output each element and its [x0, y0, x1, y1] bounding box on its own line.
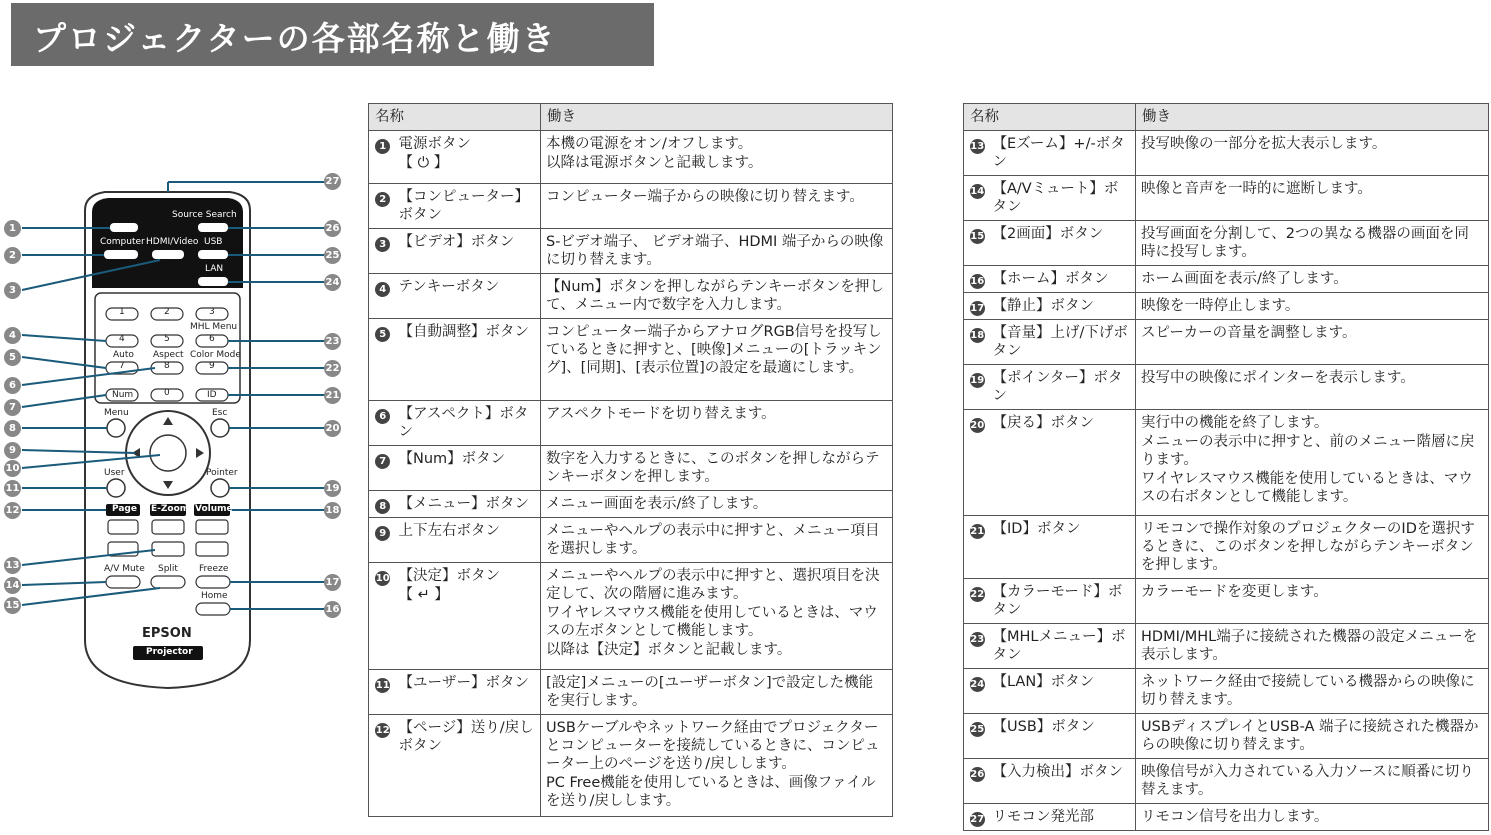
table-row: [964, 365, 1489, 410]
key-3: 3: [209, 307, 215, 317]
row-function: 映像信号が入力されている入力ソースに順番に切り替えます。: [1136, 759, 1489, 804]
esc-label: Esc: [212, 408, 228, 418]
row-number: 21: [970, 526, 985, 537]
table-row: [964, 221, 1489, 266]
usb-label: USB: [204, 237, 223, 247]
row-function-note: PC Free機能を使用しているときは、画像ファイルを送り/戻しします。: [546, 775, 876, 809]
table-row: [964, 714, 1489, 759]
num-label: Num: [112, 390, 134, 400]
table-row: [369, 518, 893, 563]
row-function: 実行中の機能を終了します。: [1141, 415, 1329, 431]
row-function: [設定]メニューの[ユーザーボタン]で設定した機能を実行します。: [541, 670, 893, 715]
remote-control-diagram: [0, 170, 350, 690]
callout-16: 16: [324, 601, 341, 618]
row-number: 10: [375, 573, 390, 584]
callout-10: 10: [4, 460, 21, 477]
row-number: 7: [375, 454, 390, 469]
row-function-note: 以降は【決定】ボタンと記載します。: [546, 642, 792, 658]
callout-8: 8: [4, 420, 21, 437]
key-8: 8: [164, 361, 170, 371]
row-function: HDMI/MHL端子に接続された機器の設定メニューを表示します。: [1136, 624, 1489, 669]
table-row: [369, 401, 893, 446]
row-function: USBケーブルやネットワーク経由でプロジェクターとコンピューターを接続しているときに、コンピューター上のページを送り/戻しします。: [546, 720, 880, 772]
header-name: 名称: [369, 104, 541, 131]
row-name: 【ホーム】ボタン: [991, 266, 1136, 293]
table-row: [964, 804, 1489, 831]
callout-24: 24: [324, 274, 341, 291]
row-name: 【自動調整】ボタン: [397, 319, 541, 401]
table-row: [964, 410, 1489, 516]
row-number: 4: [375, 282, 390, 297]
row-name: 【ポインター】ボタン: [991, 365, 1136, 410]
key-0: 0: [164, 388, 170, 398]
page-label: Page: [112, 504, 137, 514]
row-function: アスペクトモードを切り替えます。: [541, 401, 893, 446]
left-table: [368, 103, 893, 817]
row-name: 【ユーザー】ボタン: [397, 670, 541, 715]
row-function: USBディスプレイとUSB-A 端子に接続された機器からの映像に切り替えます。: [1136, 714, 1489, 759]
key-5: 5: [164, 334, 170, 344]
row-number: 26: [970, 769, 985, 780]
table-row: [964, 669, 1489, 714]
computer-label: Computer: [100, 237, 145, 247]
pointer-label: Pointer: [206, 468, 238, 478]
header-function: 働き: [541, 104, 893, 131]
row-number: 5: [375, 327, 390, 342]
callout-12: 12: [4, 502, 21, 519]
callout-7: 7: [4, 399, 21, 416]
header-name: 名称: [964, 104, 1136, 131]
brand-logo: EPSON: [142, 626, 192, 641]
key-6: 6: [209, 334, 215, 344]
row-name: 【MHLメニュー】ボタン: [991, 624, 1136, 669]
table-header: [369, 104, 893, 131]
row-number: 20: [970, 420, 985, 431]
home-label: Home: [201, 591, 228, 601]
av-mute-label: A/V Mute: [104, 564, 145, 574]
row-number: 18: [970, 330, 985, 341]
row-function: コンピューター端子からアナログRGB信号を投写しているときに押すと、[映像]メニューの[トラッキング]、[同期]、[表示位置]の設定を最適にします。: [541, 319, 893, 401]
callout-19: 19: [324, 480, 341, 497]
row-name: 【カラーモード】ボタン: [991, 579, 1136, 624]
key-9: 9: [209, 361, 215, 371]
table-row: [964, 266, 1489, 293]
row-name: 上下左右ボタン: [397, 518, 541, 563]
row-name: 【静止】ボタン: [991, 293, 1136, 320]
row-name: 【メニュー】ボタン: [397, 491, 541, 518]
row-function: メニューやヘルプの表示中に押すと、選択項目を決定して、次の階層に進みます。: [546, 568, 880, 602]
row-name: 【USB】ボタン: [991, 714, 1136, 759]
row-name: 【LAN】ボタン: [991, 669, 1136, 714]
row-function-note: メニューの表示中に押すと、前のメニュー階層に戻ります。: [1141, 434, 1475, 468]
right-table: [963, 103, 1489, 831]
row-number: 12: [375, 725, 390, 736]
callout-25: 25: [324, 247, 341, 264]
row-function: 数字を入力するときに、このボタンを押しながらテンキーボタンを押します。: [541, 446, 893, 491]
row-number: 15: [970, 231, 985, 242]
volume-label: Volume: [195, 504, 233, 514]
row-name: 【コンピューター】ボタン: [397, 184, 541, 229]
callout-3: 3: [4, 282, 21, 299]
key-7: 7: [119, 361, 125, 371]
row-function-note: 以降は電源ボタンと記載します。: [546, 155, 763, 171]
row-function: S-ビデオ端子、 ビデオ端子、HDMI 端子からの映像に切り替えます。: [541, 229, 893, 274]
row-number: 1: [375, 139, 390, 154]
row-number: 27: [970, 814, 985, 825]
table-row: [369, 670, 893, 715]
callout-13: 13: [4, 557, 21, 574]
row-function: 映像を一時停止します。: [1136, 293, 1489, 320]
row-name: 【決定】ボタン: [398, 568, 500, 584]
table-row: [369, 229, 893, 274]
table-row: [964, 624, 1489, 669]
callout-17: 17: [324, 574, 341, 591]
ezoom-label: E-Zoom: [151, 504, 190, 514]
row-function: ホーム画面を表示/終了します。: [1136, 266, 1489, 293]
table-row: [964, 293, 1489, 320]
menu-label: Menu: [104, 408, 129, 418]
callout-1: 1: [4, 220, 21, 237]
row-number: 8: [375, 499, 390, 514]
header-function: 働き: [1136, 104, 1489, 131]
callout-15: 15: [4, 597, 21, 614]
row-name: 電源ボタン: [398, 136, 471, 152]
hdmi-video-label: HDMI/Video: [146, 237, 199, 247]
callout-23: 23: [324, 333, 341, 350]
callout-4: 4: [4, 327, 21, 344]
table-row: [964, 176, 1489, 221]
row-function: メニュー画面を表示/終了します。: [541, 491, 893, 518]
row-number: 25: [970, 724, 985, 735]
row-name: 【ページ】送り/戻しボタン: [397, 715, 541, 817]
source-search-label: Source Search: [172, 210, 237, 220]
row-function: コンピューター端子からの映像に切り替えます。: [541, 184, 893, 229]
power-icon: 【 ⏻ 】: [398, 155, 449, 171]
row-name: テンキーボタン: [397, 274, 541, 319]
row-function: スピーカーの音量を調整します。: [1136, 320, 1489, 365]
table-row: [964, 131, 1489, 176]
callout-27: 27: [324, 173, 341, 190]
row-number: 6: [375, 409, 390, 424]
callout-20: 20: [324, 420, 341, 437]
table-row: [964, 759, 1489, 804]
row-function: 映像と音声を一時的に遮断します。: [1136, 176, 1489, 221]
row-function: メニューやヘルプの表示中に押すと、メニュー項目を選択します。: [541, 518, 893, 563]
row-name: 【音量】上げ/下げボタン: [991, 320, 1136, 365]
mhl-menu-label: MHL Menu: [190, 322, 238, 332]
table-row: [369, 715, 893, 817]
row-number: 24: [970, 679, 985, 690]
key-1: 1: [119, 307, 125, 317]
table-row: [369, 491, 893, 518]
row-function: ネットワーク経由で接続している機器からの映像に切り替えます。: [1136, 669, 1489, 714]
callout-5: 5: [4, 349, 21, 366]
row-number: 11: [375, 680, 390, 691]
table-row: [369, 184, 893, 229]
row-number: 9: [375, 526, 390, 541]
table-row: [369, 563, 893, 670]
row-name: 【2画面】ボタン: [991, 221, 1136, 266]
remote-illustration: [0, 170, 350, 690]
callout-14: 14: [4, 577, 21, 594]
table-row: [369, 319, 893, 401]
table-row: [369, 131, 893, 184]
row-function: リモコン信号を出力します。: [1136, 804, 1489, 831]
table-row: [964, 516, 1489, 579]
callout-2: 2: [4, 247, 21, 264]
key-4: 4: [119, 334, 125, 344]
row-number: 19: [970, 375, 985, 386]
row-number: 14: [970, 186, 985, 197]
row-function: 投写画面を分割して、2つの異なる機器の画面を同時に投写します。: [1136, 221, 1489, 266]
product-label: Projector: [146, 647, 193, 657]
row-number: 2: [375, 192, 390, 207]
enter-icon: 【 ↵ 】: [398, 587, 449, 603]
row-number: 13: [970, 141, 985, 152]
table-row: [369, 274, 893, 319]
page-title: プロジェクターの各部名称と働き: [33, 19, 557, 58]
row-name: 【入力検出】ボタン: [991, 759, 1136, 804]
callout-18: 18: [324, 502, 341, 519]
callout-11: 11: [4, 480, 21, 497]
id-label: ID: [207, 390, 217, 400]
table-row: [964, 579, 1489, 624]
row-function-note: ワイヤレスマウス機能を使用しているときは、マウスの右ボタンとして機能します。: [1141, 471, 1473, 505]
row-number: 16: [970, 276, 985, 287]
lan-label: LAN: [205, 264, 224, 274]
row-number: 3: [375, 237, 390, 252]
table-header: [964, 104, 1489, 131]
aspect-label: Aspect: [153, 350, 184, 360]
callout-9: 9: [4, 442, 21, 459]
split-label: Split: [158, 564, 178, 574]
table-row: [964, 320, 1489, 365]
row-function: 本機の電源をオン/オフします。: [546, 136, 753, 152]
row-number: 22: [970, 589, 985, 600]
row-name: 【アスペクト】ボタン: [397, 401, 541, 446]
callout-6: 6: [4, 377, 21, 394]
row-name: リモコン発光部: [991, 804, 1136, 831]
row-function-note: ワイヤレスマウス機能を使用しているときは、マウスの左ボタンとして機能します。: [546, 605, 878, 639]
row-function: リモコンで操作対象のプロジェクターのIDを選択するときに、このボタンを押しながらテンキーボタンを押します。: [1136, 516, 1489, 579]
row-name: 【Eズーム】+/-ボタン: [991, 131, 1136, 176]
row-number: 23: [970, 634, 985, 645]
row-function: 投写映像の一部分を拡大表示します。: [1136, 131, 1489, 176]
row-name: 【戻る】ボタン: [991, 410, 1136, 516]
row-name: 【ID】ボタン: [991, 516, 1136, 579]
callout-26: 26: [324, 220, 341, 237]
title-banner: [11, 3, 654, 66]
color-mode-label: Color Mode: [190, 350, 241, 360]
row-function: カラーモードを変更します。: [1136, 579, 1489, 624]
key-2: 2: [164, 307, 170, 317]
row-function: 【Num】ボタンを押しながらテンキーボタンを押して、メニュー内で数字を入力します。: [541, 274, 893, 319]
auto-label: Auto: [113, 350, 134, 360]
callout-22: 22: [324, 360, 341, 377]
callout-21: 21: [324, 387, 341, 404]
row-name: 【A/Vミュート】ボタン: [991, 176, 1136, 221]
row-number: 17: [970, 303, 985, 314]
row-function: 投写中の映像にポインターを表示します。: [1136, 365, 1489, 410]
user-label: User: [104, 468, 125, 478]
table-row: [369, 446, 893, 491]
freeze-label: Freeze: [199, 564, 229, 574]
row-name: 【ビデオ】ボタン: [397, 229, 541, 274]
row-name: 【Num】ボタン: [397, 446, 541, 491]
